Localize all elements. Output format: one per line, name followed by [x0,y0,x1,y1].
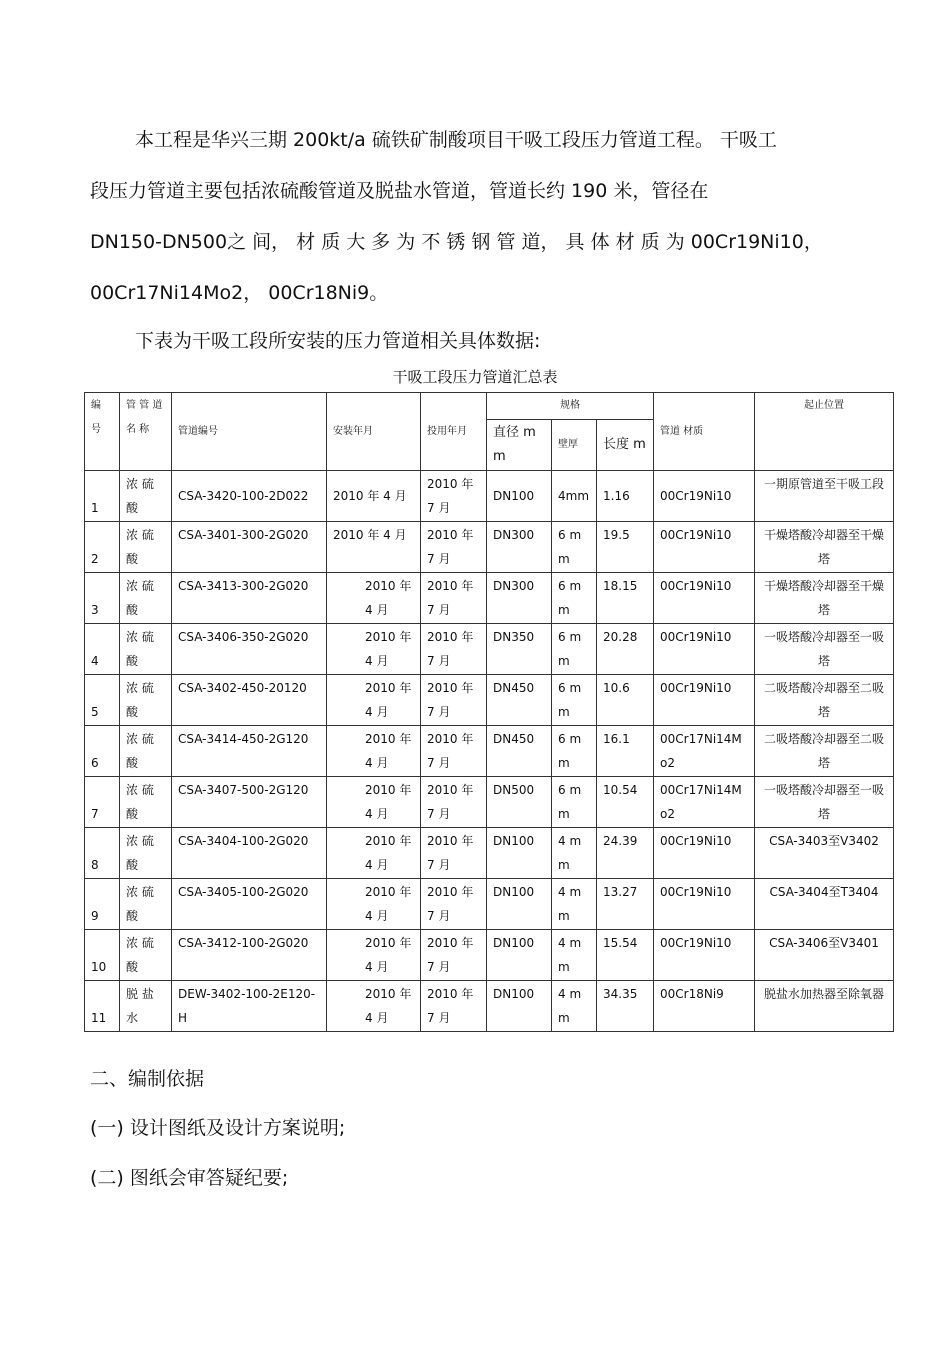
cell-operate: 2010 年 7 月 [421,828,487,879]
cell-code: CSA-3413-300-2G020 [172,573,327,624]
cell-wall: 6 mm [552,573,597,624]
cell-code: CSA-3412-100-2G020 [172,930,327,981]
table-row [85,930,894,981]
header-diameter: 直径 mm [487,420,552,471]
cell-location: 二吸塔酸冷却器至二吸塔 [755,675,894,726]
cell-no: 7 [85,777,120,828]
header-operate: 投用年月 [421,393,487,471]
cell-operate: 2010 年 7 月 [421,675,487,726]
table-row [85,981,894,1032]
cell-install: 2010 年 4 月 [327,726,421,777]
cell-operate: 2010 年 7 月 [421,726,487,777]
cell-material: 00Cr19Ni10 [654,522,755,573]
cell-medium: 浓 硫 酸 [120,828,172,879]
cell-install: 2010 年 4 月 [327,471,421,522]
cell-no: 6 [85,726,120,777]
cell-length: 20.28 [597,624,654,675]
cell-length: 16.1 [597,726,654,777]
cell-install: 2010 年 4 月 [327,624,421,675]
cell-length: 1.16 [597,471,654,522]
cell-material: 00Cr19Ni10 [654,930,755,981]
cell-length: 13.27 [597,879,654,930]
cell-code: CSA-3407-500-2G120 [172,777,327,828]
intro-line: 00Cr17Ni14Mo2， 00Cr18Ni9。 [90,282,389,304]
section-heading: 二、编制依据 [90,1068,205,1090]
cell-material: 00Cr19Ni10 [654,675,755,726]
cell-medium: 浓 硫 酸 [120,522,172,573]
cell-length: 10.54 [597,777,654,828]
cell-operate: 2010 年 7 月 [421,777,487,828]
table-header-row [85,393,894,420]
cell-medium: 浓 硫 酸 [120,726,172,777]
table-row [85,522,894,573]
cell-length: 24.39 [597,828,654,879]
cell-location: 脱盐水加热器至除氧器 [755,981,894,1032]
cell-diameter: DN300 [487,573,552,624]
cell-location: CSA-3404至T3404 [755,879,894,930]
cell-diameter: DN500 [487,777,552,828]
cell-install: 2010 年 4 月 [327,879,421,930]
cell-diameter: DN450 [487,675,552,726]
cell-wall: 6 mm [552,777,597,828]
cell-no: 4 [85,624,120,675]
table-row [85,624,894,675]
header-medium: 管 管 道 名 称 [120,393,172,471]
cell-length: 15.54 [597,930,654,981]
cell-wall: 6 mm [552,624,597,675]
cell-operate: 2010 年 7 月 [421,930,487,981]
cell-no: 10 [85,930,120,981]
cell-location: CSA-3406至V3401 [755,930,894,981]
header-material: 管道 材质 [654,393,755,471]
cell-medium: 浓 硫 酸 [120,624,172,675]
cell-location: 一吸塔酸冷却器至一吸塔 [755,777,894,828]
cell-code: CSA-3414-450-2G120 [172,726,327,777]
cell-wall: 6 mm [552,522,597,573]
cell-medium: 浓 硫 酸 [120,471,172,522]
cell-operate: 2010 年 7 月 [421,522,487,573]
cell-code: CSA-3405-100-2G020 [172,879,327,930]
cell-no: 3 [85,573,120,624]
cell-length: 19.5 [597,522,654,573]
cell-material: 00Cr19Ni10 [654,471,755,522]
cell-code: CSA-3402-450-20120 [172,675,327,726]
cell-code: CSA-3404-100-2G020 [172,828,327,879]
cell-diameter: DN100 [487,471,552,522]
cell-no: 5 [85,675,120,726]
cell-install: 2010 年 4 月 [327,828,421,879]
cell-install: 2010 年 4 月 [327,930,421,981]
cell-medium: 脱 盐 水 [120,981,172,1032]
cell-diameter: DN350 [487,624,552,675]
cell-location: CSA-3403至V3402 [755,828,894,879]
cell-code: CSA-3401-300-2G020 [172,522,327,573]
section-item-drawing-review: (二) 图纸会审答疑纪要; [90,1167,289,1189]
header-wall: 壁厚 [552,420,597,471]
cell-wall: 4 mm [552,879,597,930]
header-length: 长度 m [597,420,654,471]
cell-code: DEW-3402-100-2E120-H [172,981,327,1032]
cell-location: 一期原管道至干吸工段 [755,471,894,522]
cell-operate: 2010 年 7 月 [421,624,487,675]
cell-medium: 浓 硫 酸 [120,573,172,624]
table-intro-text: 下表为干吸工段所安装的压力管道相关具体数据: [135,330,541,352]
cell-medium: 浓 硫 酸 [120,879,172,930]
cell-wall: 4 mm [552,981,597,1032]
header-index: 编 号 [85,393,120,471]
cell-location: 干燥塔酸冷却器至干燥塔 [755,522,894,573]
cell-code: CSA-3406-350-2G020 [172,624,327,675]
cell-diameter: DN450 [487,726,552,777]
cell-medium: 浓 硫 酸 [120,675,172,726]
intro-line: 本工程是华兴三期 200kt/a 硫铁矿制酸项目干吸工段压力管道工程。 干吸工 [135,129,777,151]
cell-wall: 6 mm [552,726,597,777]
intro-line: 段压力管道主要包括浓硫酸管道及脱盐水管道，管道长约 190 米，管径在 [90,180,709,202]
table-row [85,879,894,930]
cell-material: 00Cr19Ni10 [654,828,755,879]
cell-operate: 2010 年 7 月 [421,573,487,624]
cell-length: 10.6 [597,675,654,726]
cell-diameter: DN100 [487,879,552,930]
cell-material: 00Cr18Ni9 [654,981,755,1032]
cell-wall: 4mm [552,471,597,522]
cell-material: 00Cr17Ni14Mo2 [654,726,755,777]
header-spec: 规格 [487,393,654,420]
cell-install: 2010 年 4 月 [327,522,421,573]
cell-diameter: DN300 [487,522,552,573]
cell-wall: 4 mm [552,930,597,981]
cell-operate: 2010 年 7 月 [421,981,487,1032]
table-row [85,828,894,879]
cell-operate: 2010 年 7 月 [421,471,487,522]
cell-diameter: DN100 [487,981,552,1032]
intro-paragraph [90,115,865,319]
cell-install: 2010 年 4 月 [327,981,421,1032]
cell-location: 干燥塔酸冷却器至干燥塔 [755,573,894,624]
intro-line: DN150-DN500之 间， 材 质 大 多 为 不 锈 钢 管 道， 具 体 材 质 为 00Cr19Ni10， [90,231,823,253]
cell-wall: 4 mm [552,828,597,879]
cell-no: 11 [85,981,120,1032]
cell-material: 00Cr19Ni10 [654,879,755,930]
header-location: 起止位置 [755,393,894,471]
table-title: 干吸工段压力管道汇总表 [392,368,558,386]
cell-material: 00Cr19Ni10 [654,624,755,675]
table-row [85,471,894,522]
cell-no: 9 [85,879,120,930]
header-install: 安装年月 [327,393,421,471]
section-item-design-drawings: (一) 设计图纸及设计方案说明; [90,1117,346,1139]
cell-material: 00Cr17Ni14Mo2 [654,777,755,828]
cell-length: 34.35 [597,981,654,1032]
table-row [85,777,894,828]
header-code: 管道编号 [172,393,327,471]
cell-diameter: DN100 [487,828,552,879]
cell-medium: 浓 硫 酸 [120,930,172,981]
cell-medium: 浓 硫 酸 [120,777,172,828]
cell-operate: 2010 年 7 月 [421,879,487,930]
cell-install: 2010 年 4 月 [327,675,421,726]
cell-no: 2 [85,522,120,573]
cell-material: 00Cr19Ni10 [654,573,755,624]
table-row [85,726,894,777]
cell-no: 1 [85,471,120,522]
pipe-summary-table [84,392,894,1032]
table-row [85,675,894,726]
cell-code: CSA-3420-100-2D022 [172,471,327,522]
table-row [85,573,894,624]
cell-location: 一吸塔酸冷却器至一吸塔 [755,624,894,675]
cell-length: 18.15 [597,573,654,624]
cell-diameter: DN100 [487,930,552,981]
cell-install: 2010 年 4 月 [327,777,421,828]
cell-install: 2010 年 4 月 [327,573,421,624]
cell-no: 8 [85,828,120,879]
cell-location: 二吸塔酸冷却器至二吸塔 [755,726,894,777]
cell-wall: 6 mm [552,675,597,726]
